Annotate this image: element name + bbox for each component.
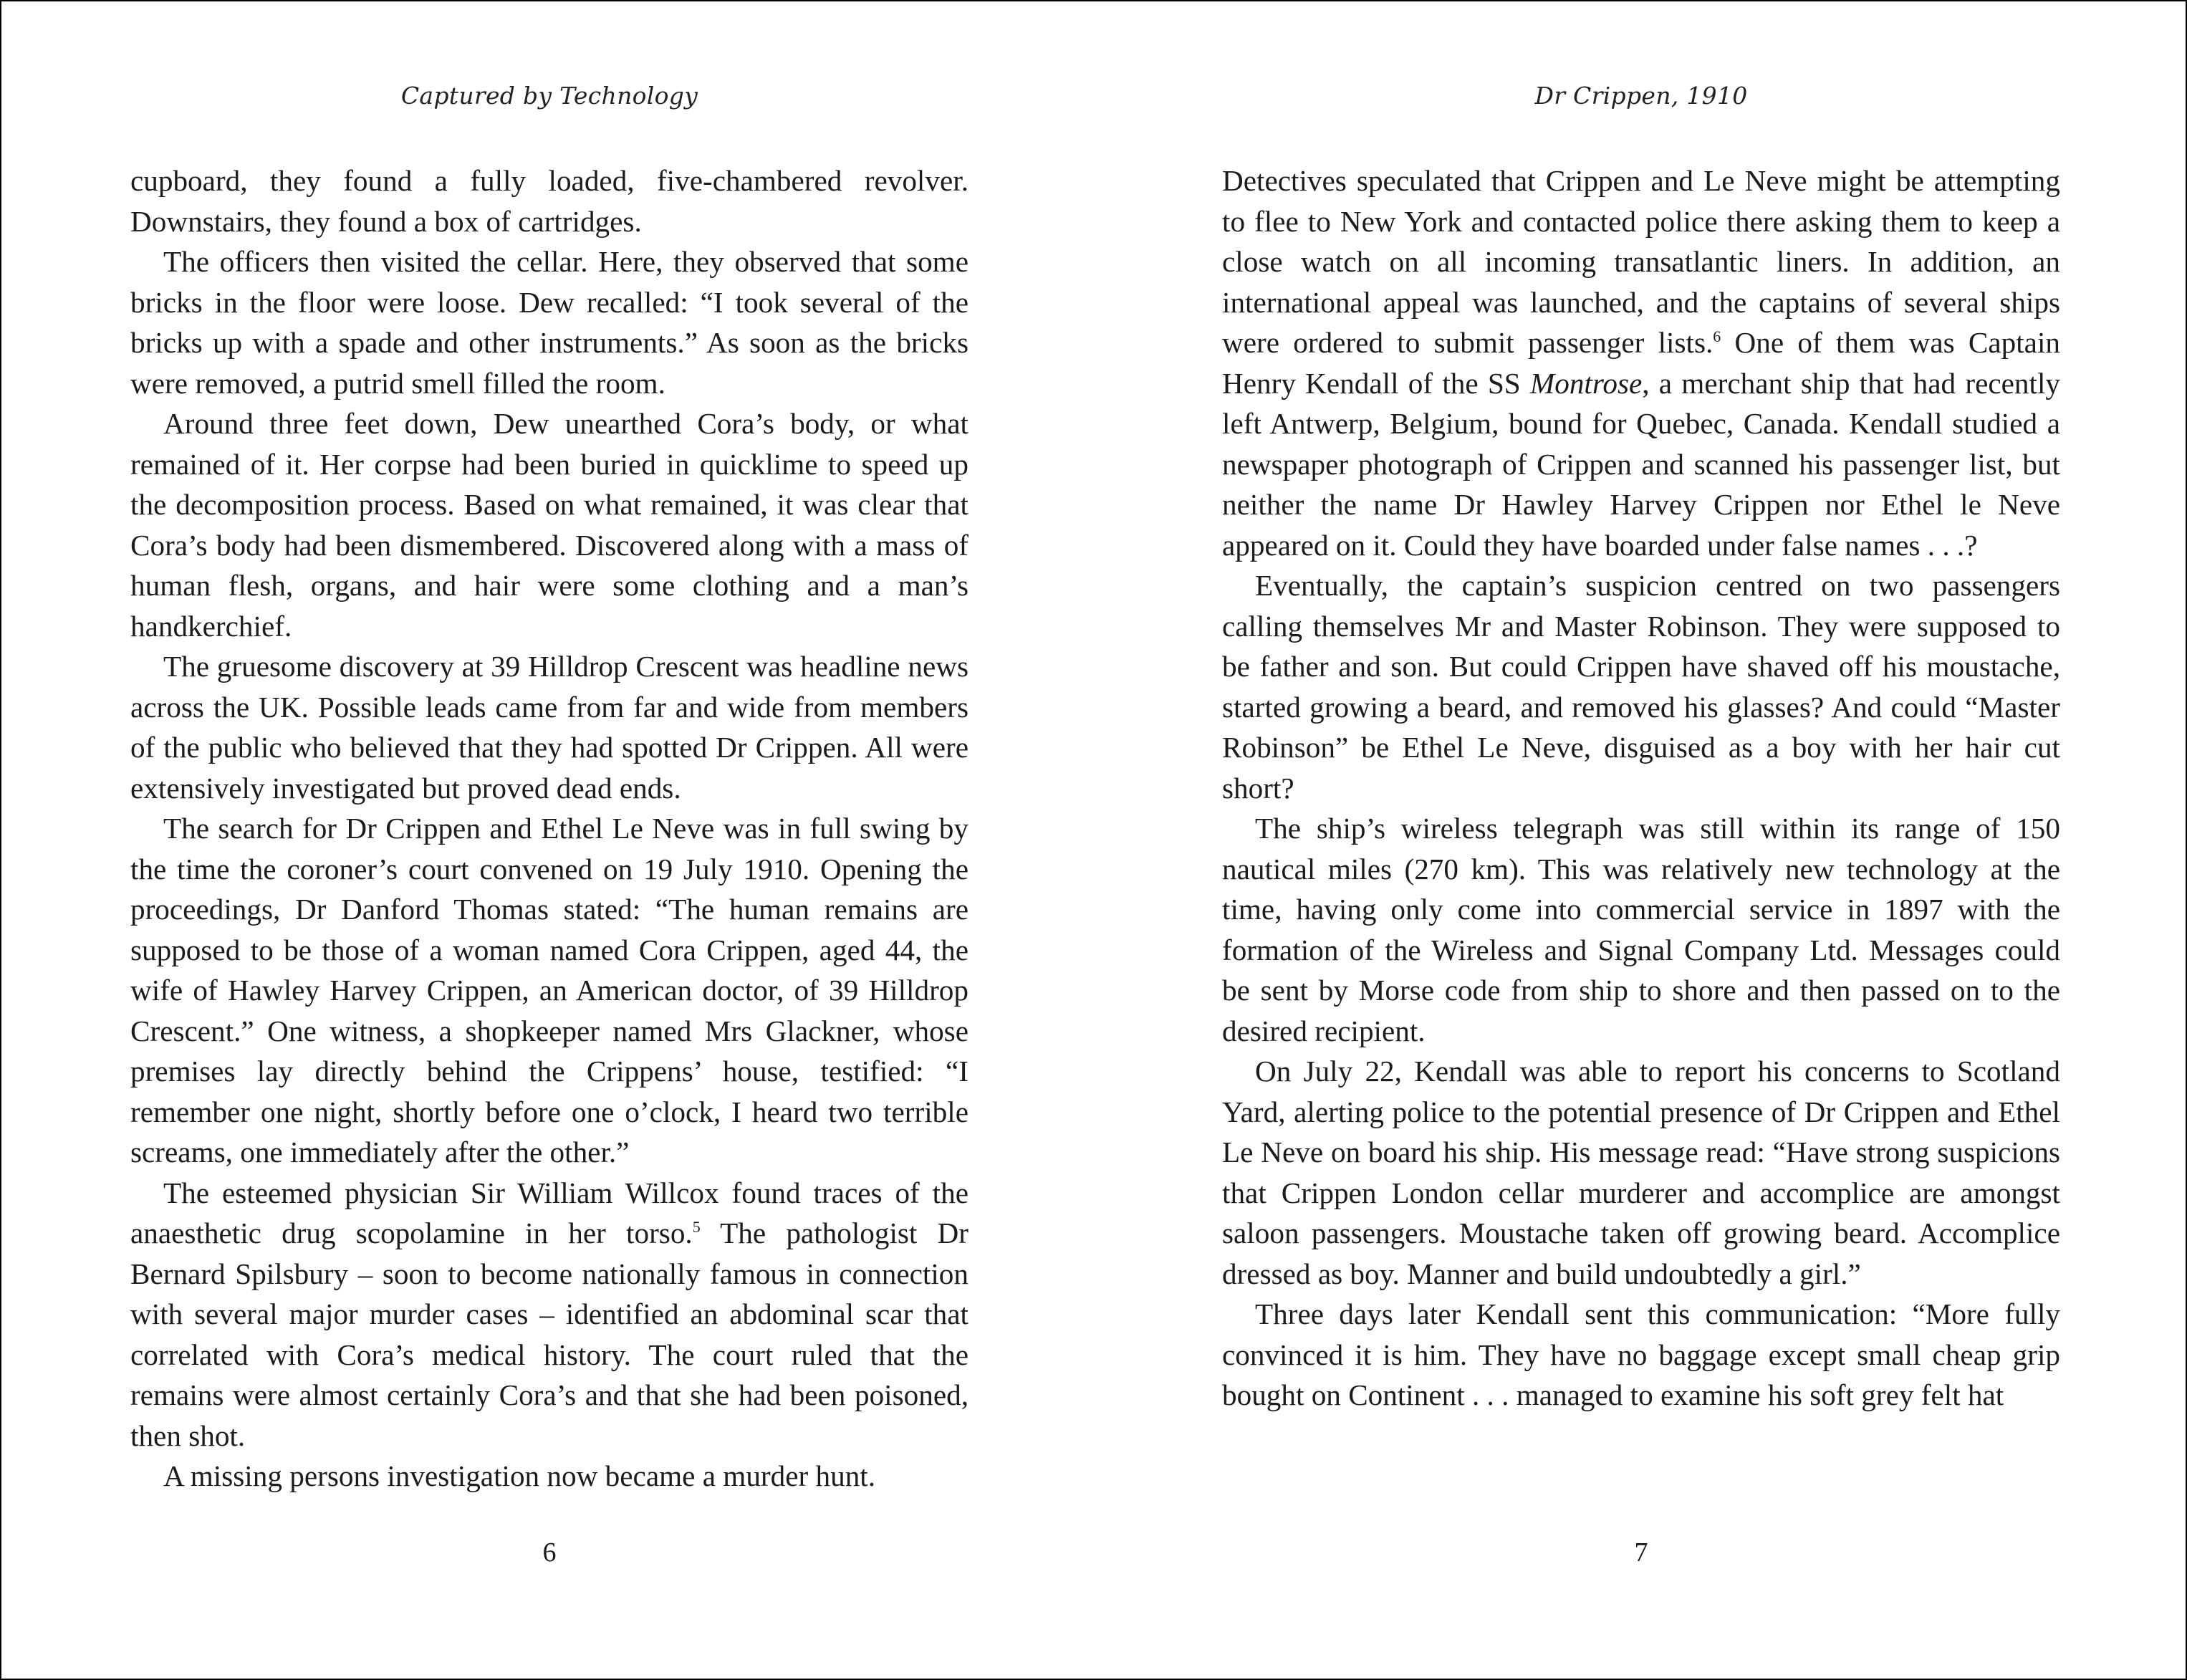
paragraph: A missing persons investigation now became a murder hunt. [163,1459,876,1492]
page-number: 7 [1634,1537,1648,1568]
body-text [130,160,968,1497]
text-run: One of them was Captain Henry Kendall of the SS [1222,326,2060,400]
footnote-marker[interactable]: 5 [692,1218,701,1236]
text-run: Detectives speculated that Crippen and Le Neve might be attempting to flee to New York and contacted police there asking them to keep a close watch on all incoming transatlantic liners. In addition, an international appeal was launched, and the captains of several ships were ordered to submit passenger lists. [1222,164,2060,359]
text-run: , a merchant ship that had recently left Antwerp, Belgium, bound for Quebec, Canada. Kendall studied a newspaper photograph of Crippen and scanned his passenger list, but neither the name Dr Hawley Harvey Crippen nor Ethel le Neve appeared on it. Could they have boarded under false names . . .? [1222,366,2060,562]
paragraph: The officers then visited the cellar. Here, they observed that some bricks in the floor were loose. Dew recalled: “I took several of the bricks up with a spade and other instruments.” As soon as the bricks were removed, a putrid smell filled the room. [130,245,968,400]
paragraph: Three days later Kendall sent this communication: “More fully convinced it is him. They have no baggage except small cheap grip bought on Continent . . . managed to examine his soft grey felt hat [1222,1297,2060,1411]
paragraph: Around three feet down, Dew unearthed Cora’s body, or what remained of it. Her corpse had been buried in quicklime to speed up the decomposition process. Based on what remained, it was clear that Cora’s body had been dismembered. Discovered along with a mass of human flesh, organs, and hair were some clothing and a man’s handkerchief. [130,407,968,643]
ship-name: Montrose [1529,366,1643,400]
paragraph: On July 22, Kendall was able to report his concerns to Scotland Yard, alerting police to the potential presence of Dr Crippen and Ethel Le Neve on board his ship. His message read: “Have strong suspicions that Crippen London cellar murderer and accomplice are amongst saloon passengers. Moustache taken off growing beard. Accomplice dressed as boy. Manner and build undoubtedly a girl.” [1222,1055,2060,1290]
right-page [1222,1,2060,1679]
paragraph: The gruesome discovery at 39 Hilldrop Crescent was headline news across the UK. Possible leads came from far and wide from members of the public who believed that they had spotted Dr Crippen. All were extensively investigated but proved dead ends. [130,650,968,805]
left-page [130,1,968,1679]
paragraph: Eventually, the captain’s suspicion centred on two passengers calling themselves Mr and Master Robinson. They were supposed to be father and son. But could Crippen have shaved off his moustache, started growing a beard, and removed his glasses? And could “Master Robinson” be Ethel Le Neve, disguised as a boy with her hair cut short? [1222,569,2060,805]
running-head: Captured by Technology [400,82,698,110]
footnote-marker[interactable]: 6 [1713,327,1721,345]
paragraph [130,1173,968,1456]
body-text [1222,160,2060,1416]
paragraph [1222,160,2060,565]
paragraph: The ship’s wireless telegraph was still within its range of 150 nautical miles (270 km). This was relatively new technology at the time, having only come into commercial service in 1897 with the formation of the Wireless and Signal Company Ltd. Messages could be sent by Morse code from ship to shore and then passed on to the desired recipient. [1222,812,2060,1047]
paragraph: The search for Dr Crippen and Ethel Le Neve was in full swing by the time the coroner’s court convened on 19 July 1910. Opening the proceedings, Dr Danford Thomas stated: “The human remains are supposed to be those of a woman named Cora Crippen, aged 44, the wife of Hawley Harvey Crippen, an American doctor, of 39 Hilldrop Crescent.” One witness, a shopkeeper named Mrs Glackner, whose premises lay directly behind the Crippens’ house, testified: “I remember one night, shortly before one o’clock, I heard two terrible screams, one immediately after the other.” [130,812,968,1168]
paragraph: cupboard, they found a fully loaded, five-chambered revolver. Downstairs, they found a box of cartridges. [130,164,968,238]
running-head: Dr Crippen, 1910 [1534,82,1748,110]
text-run: The esteemed physician Sir William Willcox found traces of the anaesthetic drug scopolamine in her torso. [130,1176,968,1249]
page-number: 6 [542,1537,557,1568]
text-run: The pathologist Dr Bernard Spilsbury – soon to become nationally famous in connection with several major murder cases – identified an abdominal scar that correlated with Cora’s medical history. The court ruled that the remains were almost certainly Cora’s and that she had been poisoned, then shot. [130,1216,968,1452]
